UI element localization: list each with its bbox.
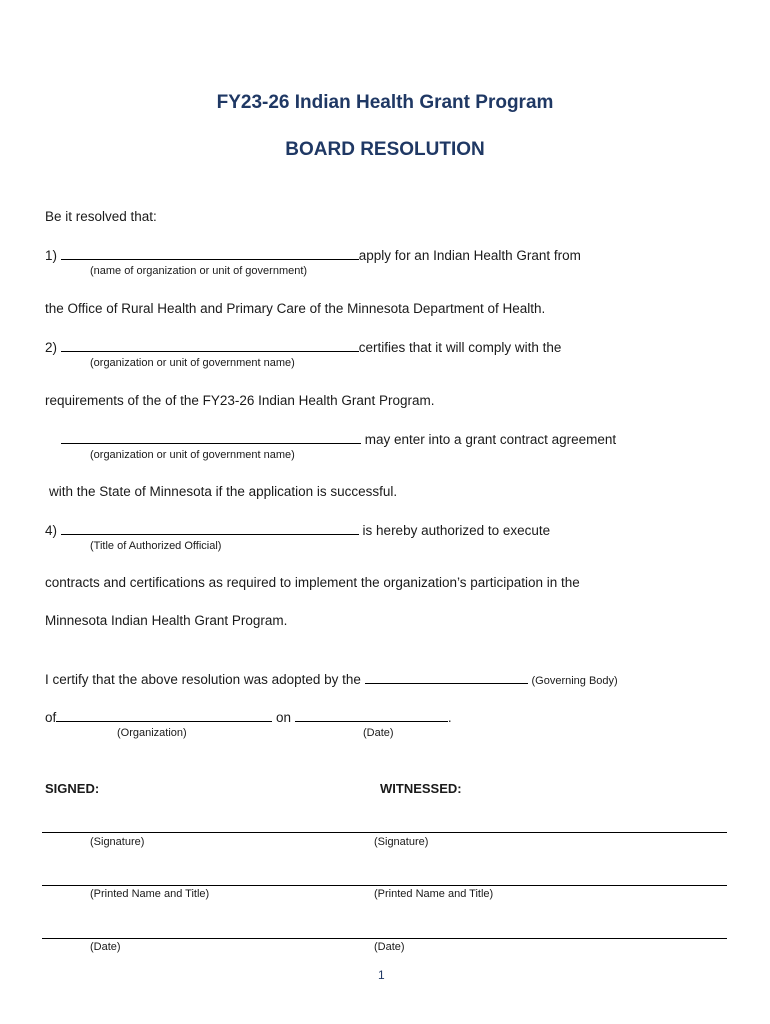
document-subtitle: BOARD RESOLUTION [285, 139, 485, 160]
item-3-blank[interactable] [61, 430, 361, 444]
witnessed-signature-caption: (Signature) [374, 836, 429, 848]
item-3-text: may enter into a grant contract agreement [364, 432, 617, 447]
page-number: 1 [378, 968, 385, 982]
item-4-caption: (Title of Authorized Official) [90, 540, 222, 552]
signed-label: SIGNED: [45, 781, 100, 796]
date-line[interactable] [42, 938, 727, 939]
signature-line[interactable] [42, 832, 727, 833]
witnessed-printed-name-caption: (Printed Name and Title) [374, 888, 494, 900]
intro-text: Be it resolved that: [45, 209, 157, 224]
item-1-prefix: 1) [45, 248, 58, 263]
state-line: with the State of Minnesota if the application is successful. [49, 484, 398, 499]
witnessed-label: WITNESSED: [380, 781, 462, 796]
on-label: on [276, 710, 292, 725]
of-on-line [45, 708, 452, 725]
governing-body-blank[interactable] [365, 670, 528, 684]
signed-signature-caption: (Signature) [90, 836, 145, 848]
signed-printed-name-caption: (Printed Name and Title) [90, 888, 210, 900]
document-title: FY23-26 Indian Health Grant Program [216, 92, 554, 113]
item-3-caption: (organization or unit of government name) [90, 449, 295, 461]
certify-text: I certify that the above resolution was adopted by the [45, 672, 361, 687]
item-4-blank[interactable] [61, 521, 359, 535]
item-2-prefix: 2) [45, 340, 58, 355]
contracts-line: contracts and certifications as required to implement the organization’s participation in the [45, 575, 580, 590]
item-1-line [45, 246, 581, 263]
item-2-caption: (organization or unit of government name) [90, 357, 295, 369]
organization-blank[interactable] [56, 708, 272, 722]
printed-name-line[interactable] [42, 885, 727, 886]
governing-body-caption: (Governing Body) [531, 675, 618, 687]
item-2-text: certifies that it will comply with the [358, 340, 562, 355]
item-1-text: apply for an Indian Health Grant from [358, 248, 581, 263]
item-2-line [45, 338, 561, 355]
witnessed-date-caption: (Date) [374, 941, 405, 953]
organization-caption: (Organization) [117, 727, 187, 739]
certify-line [45, 670, 618, 687]
period: . [447, 710, 452, 725]
item-4-line [45, 521, 550, 538]
office-line: the Office of Rural Health and Primary Care of the Minnesota Department of Health. [45, 301, 546, 316]
item-1-caption: (name of organization or unit of government) [90, 265, 308, 277]
of-label: of [45, 710, 57, 725]
item-3-line [61, 430, 616, 447]
date-blank[interactable] [295, 708, 448, 722]
item-1-blank[interactable] [61, 246, 359, 260]
program-line: Minnesota Indian Health Grant Program. [45, 613, 288, 628]
certify-date-caption: (Date) [363, 727, 394, 739]
item-2-blank[interactable] [61, 338, 359, 352]
requirements-line: requirements of the of the FY23-26 Indian Health Grant Program. [45, 393, 435, 408]
item-4-prefix: 4) [45, 523, 58, 538]
signed-date-caption: (Date) [90, 941, 121, 953]
item-4-text: is hereby authorized to execute [362, 523, 551, 538]
